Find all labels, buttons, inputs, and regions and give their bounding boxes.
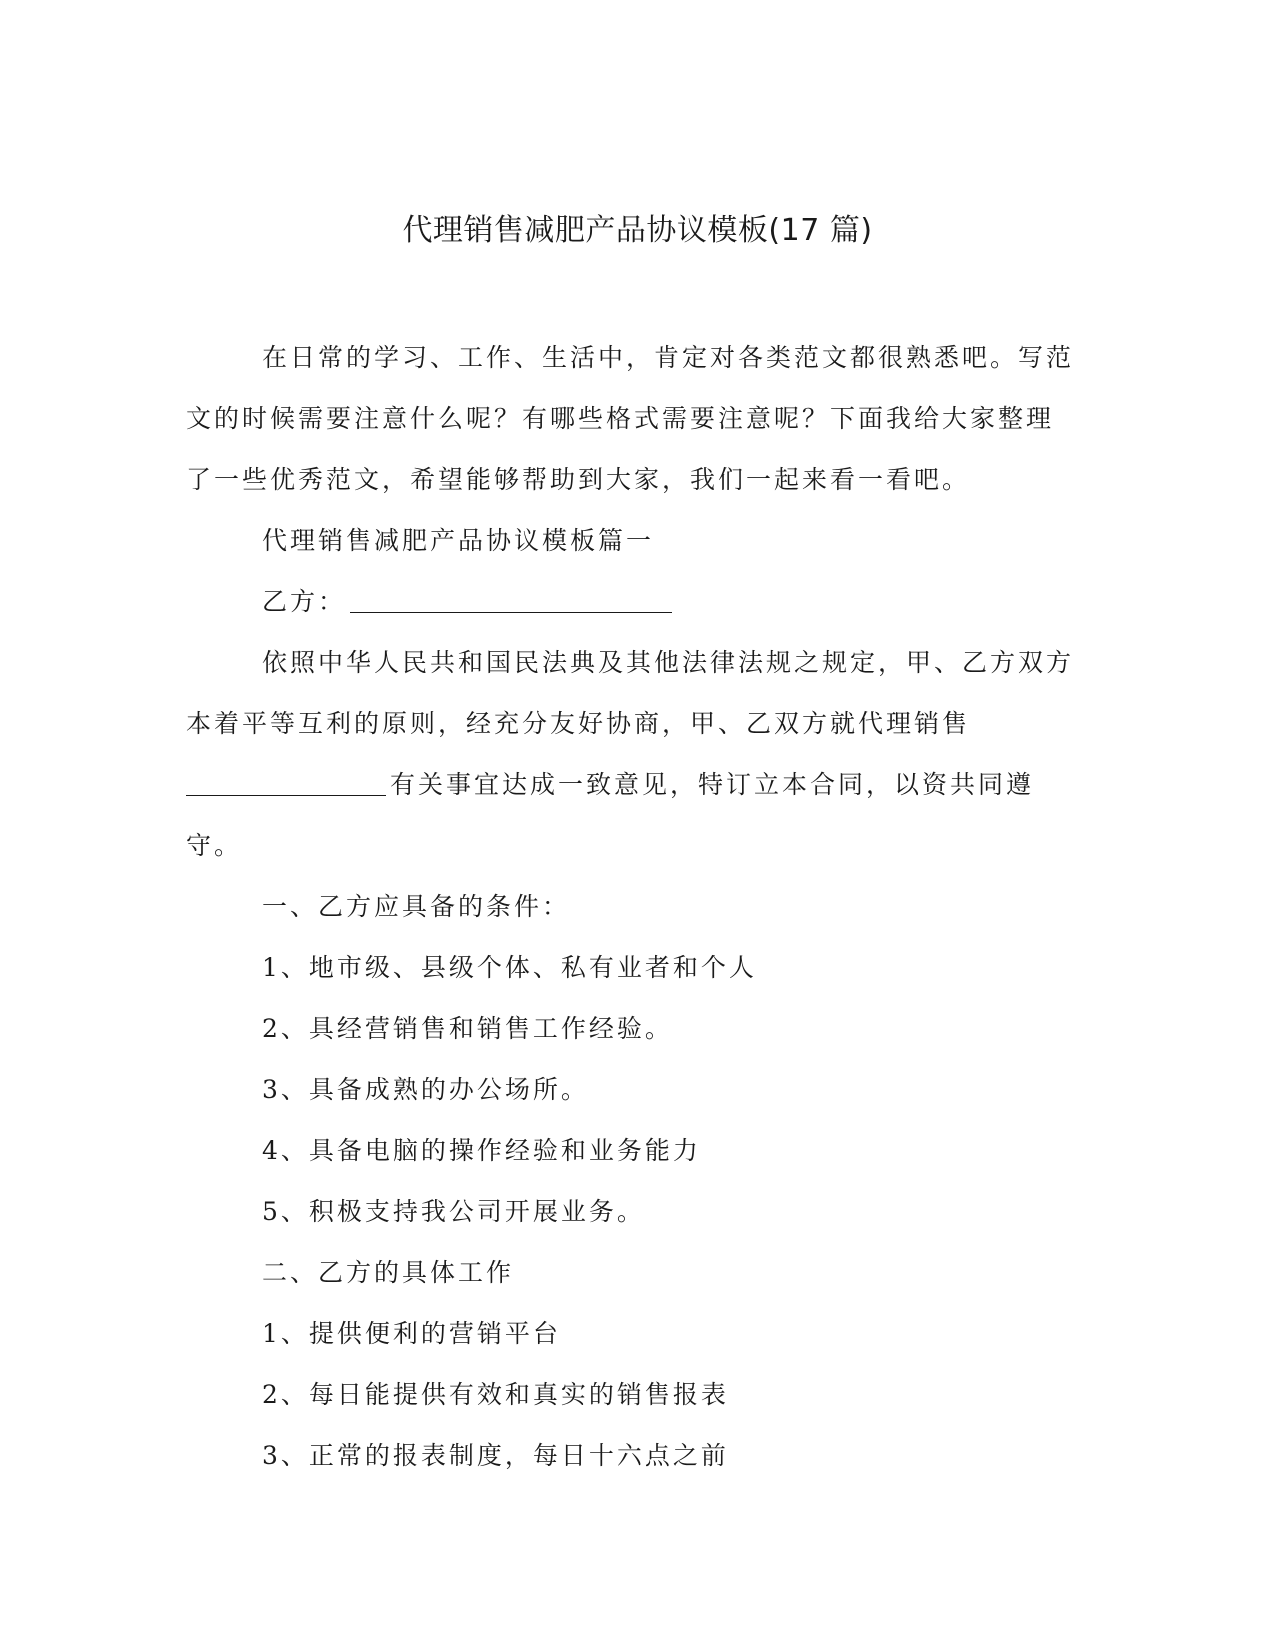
section1-item: 1、地市级、县级个体、私有业者和个人 [262, 953, 757, 982]
section1-item: 2、具经营销售和销售工作经验。 [262, 1014, 673, 1043]
section2-item: 1、提供便利的营销平台 [262, 1319, 561, 1348]
section2-item: 3、正常的报表制度，每日十六点之前 [262, 1441, 729, 1470]
section-heading: 代理销售减肥产品协议模板篇一 [262, 526, 655, 555]
document-body [186, 327, 1076, 1486]
section2-item: 2、每日能提供有效和真实的销售报表 [262, 1380, 729, 1409]
section1-item: 3、具备成熟的办公场所。 [262, 1075, 589, 1104]
section1-item: 5、积极支持我公司开展业务。 [262, 1197, 645, 1226]
party-b-label: 乙方： [262, 587, 347, 616]
clause-intro-part2: 有关事宜达成一致意见，特订立本合同，以资共同遵守。 [186, 770, 1035, 860]
document-title: 代理销售减肥产品协议模板(17 篇) [402, 213, 873, 248]
section1-item: 4、具备电脑的操作经验和业务能力 [262, 1136, 701, 1165]
product-blank [186, 769, 386, 796]
clause-intro-part1: 依照中华人民共和国民法典及其他法律法规之规定，甲、乙方双方本着平等互利的原则，经充分友好协商，甲、乙双方就代理销售 [186, 648, 1075, 738]
clause-intro-paragraph [186, 632, 1076, 876]
section2-heading: 二、乙方的具体工作 [262, 1258, 515, 1287]
intro-paragraph: 在日常的学习、工作、生活中，肯定对各类范文都很熟悉吧。写范文的时候需要注意什么呢？有哪些格式需要注意呢？下面我给大家整理了一些优秀范文，希望能够帮助到大家，我们一起来看一看吧。 [186, 343, 1075, 494]
party-b-blank [350, 586, 672, 613]
party-b-line [186, 571, 1076, 632]
section1-heading: 一、乙方应具备的条件： [262, 892, 571, 921]
